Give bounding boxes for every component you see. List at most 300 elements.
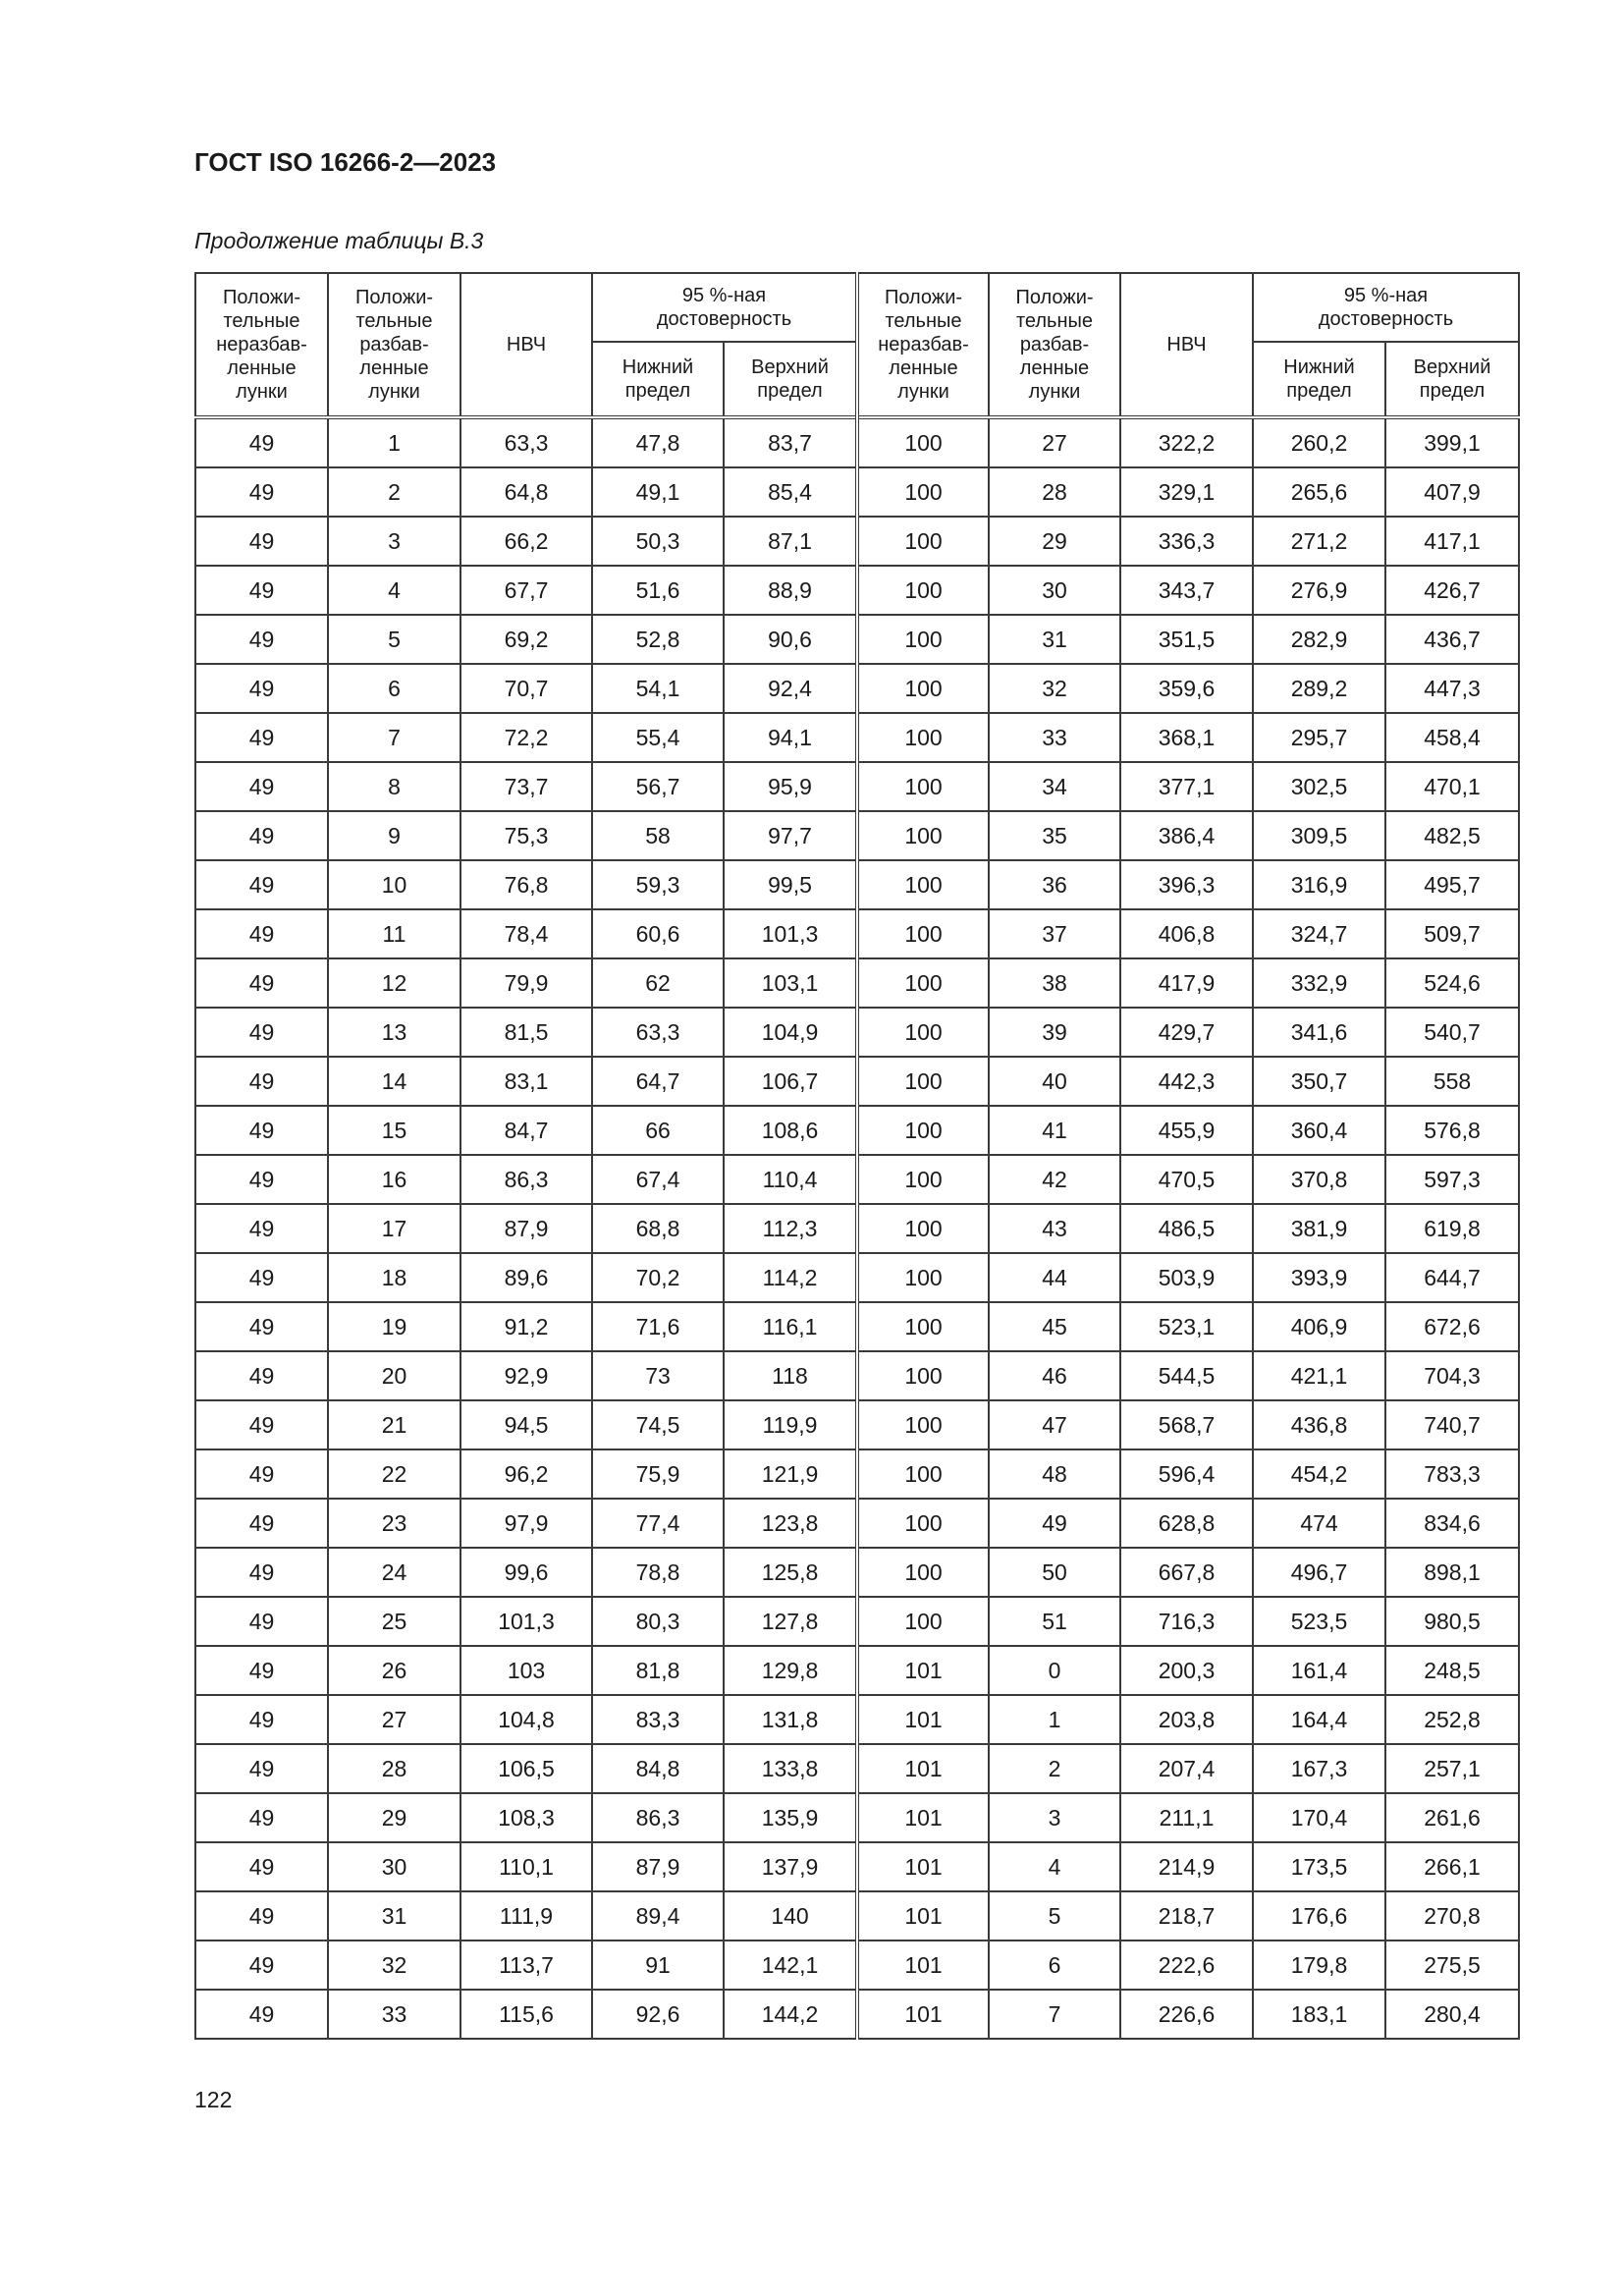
- table-cell: 40: [989, 1057, 1120, 1106]
- table-cell: 524,6: [1385, 958, 1519, 1008]
- table-cell: 49: [195, 860, 328, 909]
- header-mpn: НВЧ: [460, 273, 592, 417]
- table-cell: 116,1: [724, 1302, 857, 1351]
- table-cell: 558: [1385, 1057, 1519, 1106]
- table-cell: 97,9: [460, 1499, 592, 1548]
- table-cell: 43: [989, 1204, 1120, 1253]
- header-upper-limit: Верхний предел: [1385, 342, 1519, 417]
- table-cell: 74,5: [592, 1400, 724, 1449]
- table-cell: 81,8: [592, 1646, 724, 1695]
- table-cell: 49: [195, 811, 328, 860]
- table-cell: 100: [857, 1155, 989, 1204]
- table-row: [195, 762, 1519, 811]
- table-cell: 332,9: [1253, 958, 1385, 1008]
- table-cell: 350,7: [1253, 1057, 1385, 1106]
- table-cell: 100: [857, 1204, 989, 1253]
- table-cell: 97,7: [724, 811, 857, 860]
- table-cell: 295,7: [1253, 713, 1385, 762]
- table-cell: 509,7: [1385, 909, 1519, 958]
- table-cell: 49: [195, 1646, 328, 1695]
- table-cell: 108,6: [724, 1106, 857, 1155]
- table-cell: 31: [989, 615, 1120, 664]
- table-cell: 115,6: [460, 1990, 592, 2039]
- table-cell: 15: [328, 1106, 460, 1155]
- table-cell: 619,8: [1385, 1204, 1519, 1253]
- table-cell: 32: [328, 1941, 460, 1990]
- table-cell: 100: [857, 860, 989, 909]
- table-row: [195, 1106, 1519, 1155]
- table-cell: 49: [195, 1057, 328, 1106]
- table-cell: 11: [328, 909, 460, 958]
- table-cell: 101: [857, 1842, 989, 1891]
- table-cell: 60,6: [592, 909, 724, 958]
- table-cell: 302,5: [1253, 762, 1385, 811]
- table-cell: 203,8: [1120, 1695, 1253, 1744]
- table-cell: 100: [857, 958, 989, 1008]
- table-cell: 140: [724, 1891, 857, 1941]
- table-cell: 42: [989, 1155, 1120, 1204]
- table-cell: 50: [989, 1548, 1120, 1597]
- table-cell: 161,4: [1253, 1646, 1385, 1695]
- table-cell: 386,4: [1120, 811, 1253, 860]
- table-cell: 100: [857, 1057, 989, 1106]
- table-cell: 100: [857, 517, 989, 566]
- table-cell: 27: [989, 417, 1120, 467]
- table-cell: 90,6: [724, 615, 857, 664]
- table-cell: 100: [857, 467, 989, 517]
- table-cell: 49: [195, 1941, 328, 1990]
- table-row: [195, 566, 1519, 615]
- table-row: [195, 1008, 1519, 1057]
- table-cell: 49: [195, 1793, 328, 1842]
- table-cell: 89,6: [460, 1253, 592, 1302]
- table-row: [195, 1990, 1519, 2039]
- header-positive-undiluted: Положи- тельные неразбав- ленные лунки: [857, 273, 989, 417]
- table-cell: 47: [989, 1400, 1120, 1449]
- table-cell: 6: [328, 664, 460, 713]
- table-cell: 100: [857, 1253, 989, 1302]
- table-cell: 4: [328, 566, 460, 615]
- table-cell: 470,5: [1120, 1155, 1253, 1204]
- header-lower-limit: Нижний предел: [592, 342, 724, 417]
- table-row: [195, 1351, 1519, 1400]
- table-cell: 49: [989, 1499, 1120, 1548]
- table-cell: 2: [328, 467, 460, 517]
- table-cell: 78,4: [460, 909, 592, 958]
- table-cell: 29: [328, 1793, 460, 1842]
- table-body: [195, 417, 1519, 2039]
- table-cell: 100: [857, 1400, 989, 1449]
- table-cell: 1: [989, 1695, 1120, 1744]
- table-cell: 63,3: [592, 1008, 724, 1057]
- table-cell: 41: [989, 1106, 1120, 1155]
- table-cell: 21: [328, 1400, 460, 1449]
- table-cell: 393,9: [1253, 1253, 1385, 1302]
- table-cell: 7: [328, 713, 460, 762]
- table-cell: 101: [857, 1695, 989, 1744]
- table-cell: 980,5: [1385, 1597, 1519, 1646]
- table-row: [195, 811, 1519, 860]
- table-cell: 26: [328, 1646, 460, 1695]
- table-cell: 67,7: [460, 566, 592, 615]
- table-cell: 49: [195, 762, 328, 811]
- table-row: [195, 1302, 1519, 1351]
- table-cell: 51,6: [592, 566, 724, 615]
- table-cell: 568,7: [1120, 1400, 1253, 1449]
- table-cell: 101: [857, 1891, 989, 1941]
- table-cell: 101: [857, 1990, 989, 2039]
- table-cell: 474: [1253, 1499, 1385, 1548]
- table-cell: 91: [592, 1941, 724, 1990]
- table-cell: 100: [857, 1302, 989, 1351]
- table-cell: 704,3: [1385, 1351, 1519, 1400]
- table-cell: 458,4: [1385, 713, 1519, 762]
- table-cell: 596,4: [1120, 1449, 1253, 1499]
- table-cell: 44: [989, 1253, 1120, 1302]
- table-cell: 309,5: [1253, 811, 1385, 860]
- table-cell: 25: [328, 1597, 460, 1646]
- table-cell: 31: [328, 1891, 460, 1941]
- table-cell: 455,9: [1120, 1106, 1253, 1155]
- table-row: [195, 1646, 1519, 1695]
- table-cell: 75,3: [460, 811, 592, 860]
- table-cell: 3: [328, 517, 460, 566]
- table-cell: 322,2: [1120, 417, 1253, 467]
- table-cell: 131,8: [724, 1695, 857, 1744]
- mpn-table: [194, 272, 1520, 2040]
- table-row: [195, 1891, 1519, 1941]
- table-cell: 2: [989, 1744, 1120, 1793]
- table-cell: 86,3: [460, 1155, 592, 1204]
- header-mpn: НВЧ: [1120, 273, 1253, 417]
- table-cell: 49: [195, 958, 328, 1008]
- table-cell: 64,7: [592, 1057, 724, 1106]
- table-cell: 261,6: [1385, 1793, 1519, 1842]
- table-row: [195, 517, 1519, 566]
- table-cell: 114,2: [724, 1253, 857, 1302]
- table-cell: 211,1: [1120, 1793, 1253, 1842]
- header-positive-diluted: Положи- тельные разбав- ленные лунки: [989, 273, 1120, 417]
- table-cell: 442,3: [1120, 1057, 1253, 1106]
- table-cell: 49: [195, 1155, 328, 1204]
- table-cell: 50,3: [592, 517, 724, 566]
- table-cell: 121,9: [724, 1449, 857, 1499]
- table-cell: 576,8: [1385, 1106, 1519, 1155]
- table-cell: 104,8: [460, 1695, 592, 1744]
- table-cell: 100: [857, 615, 989, 664]
- table-cell: 101,3: [460, 1597, 592, 1646]
- table-cell: 87,9: [460, 1204, 592, 1253]
- table-cell: 91,2: [460, 1302, 592, 1351]
- table-cell: 103: [460, 1646, 592, 1695]
- table-cell: 33: [328, 1990, 460, 2039]
- table-cell: 17: [328, 1204, 460, 1253]
- table-cell: 540,7: [1385, 1008, 1519, 1057]
- table-cell: 100: [857, 1449, 989, 1499]
- table-cell: 399,1: [1385, 417, 1519, 467]
- table-cell: 5: [989, 1891, 1120, 1941]
- table-row: [195, 1695, 1519, 1744]
- table-cell: 100: [857, 1548, 989, 1597]
- table-cell: 100: [857, 1008, 989, 1057]
- table-cell: 129,8: [724, 1646, 857, 1695]
- table-cell: 35: [989, 811, 1120, 860]
- table-cell: 336,3: [1120, 517, 1253, 566]
- table-cell: 33: [989, 713, 1120, 762]
- table-cell: 176,6: [1253, 1891, 1385, 1941]
- table-cell: 421,1: [1253, 1351, 1385, 1400]
- table-cell: 49: [195, 1400, 328, 1449]
- table-row: [195, 1155, 1519, 1204]
- table-cell: 55,4: [592, 713, 724, 762]
- table-cell: 834,6: [1385, 1499, 1519, 1548]
- table-cell: 49: [195, 909, 328, 958]
- table-cell: 86,3: [592, 1793, 724, 1842]
- table-cell: 106,7: [724, 1057, 857, 1106]
- table-cell: 49: [195, 1302, 328, 1351]
- table-cell: 482,5: [1385, 811, 1519, 860]
- table-row: [195, 1400, 1519, 1449]
- table-cell: 406,8: [1120, 909, 1253, 958]
- header-lower-limit: Нижний предел: [1253, 342, 1385, 417]
- table-cell: 18: [328, 1253, 460, 1302]
- table-cell: 28: [328, 1744, 460, 1793]
- table-cell: 164,4: [1253, 1695, 1385, 1744]
- table-cell: 396,3: [1120, 860, 1253, 909]
- table-cell: 106,5: [460, 1744, 592, 1793]
- table-cell: 167,3: [1253, 1744, 1385, 1793]
- table-cell: 716,3: [1120, 1597, 1253, 1646]
- table-cell: 417,9: [1120, 958, 1253, 1008]
- table-cell: 282,9: [1253, 615, 1385, 664]
- table-cell: 38: [989, 958, 1120, 1008]
- table-cell: 179,8: [1253, 1941, 1385, 1990]
- table-cell: 377,1: [1120, 762, 1253, 811]
- table-cell: 92,4: [724, 664, 857, 713]
- table-row: [195, 1842, 1519, 1891]
- header-confidence: 95 %-ная достоверность: [1253, 273, 1519, 342]
- table-cell: 667,8: [1120, 1548, 1253, 1597]
- table-cell: 16: [328, 1155, 460, 1204]
- table-cell: 84,8: [592, 1744, 724, 1793]
- table-cell: 183,1: [1253, 1990, 1385, 2039]
- table-cell: 24: [328, 1548, 460, 1597]
- table-cell: 49: [195, 1449, 328, 1499]
- table-cell: 30: [989, 566, 1120, 615]
- table-cell: 12: [328, 958, 460, 1008]
- table-cell: 218,7: [1120, 1891, 1253, 1941]
- table-cell: 13: [328, 1008, 460, 1057]
- table-cell: 78,8: [592, 1548, 724, 1597]
- table-row: [195, 1548, 1519, 1597]
- table-cell: 113,7: [460, 1941, 592, 1990]
- table-cell: 37: [989, 909, 1120, 958]
- table-cell: 289,2: [1253, 664, 1385, 713]
- table-cell: 226,6: [1120, 1990, 1253, 2039]
- table-cell: 10: [328, 860, 460, 909]
- table-cell: 370,8: [1253, 1155, 1385, 1204]
- table-cell: 79,9: [460, 958, 592, 1008]
- table-cell: 100: [857, 417, 989, 467]
- table-cell: 329,1: [1120, 467, 1253, 517]
- table-cell: 70,7: [460, 664, 592, 713]
- table-cell: 85,4: [724, 467, 857, 517]
- table-cell: 100: [857, 664, 989, 713]
- table-cell: 214,9: [1120, 1842, 1253, 1891]
- table-cell: 76,8: [460, 860, 592, 909]
- table-cell: 341,6: [1253, 1008, 1385, 1057]
- table-cell: 100: [857, 1106, 989, 1155]
- table-cell: 1: [328, 417, 460, 467]
- table-cell: 100: [857, 762, 989, 811]
- table-cell: 503,9: [1120, 1253, 1253, 1302]
- page-number: 122: [194, 2087, 233, 2112]
- table-cell: 248,5: [1385, 1646, 1519, 1695]
- table-cell: 96,2: [460, 1449, 592, 1499]
- table-cell: 101: [857, 1941, 989, 1990]
- table-row: [195, 615, 1519, 664]
- table-cell: 276,9: [1253, 566, 1385, 615]
- table-cell: 368,1: [1120, 713, 1253, 762]
- table-cell: 66: [592, 1106, 724, 1155]
- table-cell: 51: [989, 1597, 1120, 1646]
- table-cell: 103,1: [724, 958, 857, 1008]
- table-row: [195, 1597, 1519, 1646]
- table-cell: 49: [195, 1990, 328, 2039]
- table-cell: 49: [195, 1891, 328, 1941]
- table-row: [195, 1744, 1519, 1793]
- table-cell: 266,1: [1385, 1842, 1519, 1891]
- table-cell: 47,8: [592, 417, 724, 467]
- table-cell: 49: [195, 1744, 328, 1793]
- table-cell: 470,1: [1385, 762, 1519, 811]
- table-cell: 67,4: [592, 1155, 724, 1204]
- table-cell: 0: [989, 1646, 1120, 1695]
- table-cell: 99,5: [724, 860, 857, 909]
- table-cell: 101: [857, 1744, 989, 1793]
- table-cell: 49: [195, 615, 328, 664]
- table-cell: 100: [857, 1351, 989, 1400]
- table-cell: 275,5: [1385, 1941, 1519, 1990]
- table-cell: 83,1: [460, 1057, 592, 1106]
- table-cell: 19: [328, 1302, 460, 1351]
- table-cell: 71,6: [592, 1302, 724, 1351]
- table-cell: 257,1: [1385, 1744, 1519, 1793]
- table-cell: 20: [328, 1351, 460, 1400]
- table-cell: 486,5: [1120, 1204, 1253, 1253]
- table-cell: 100: [857, 811, 989, 860]
- table-cell: 316,9: [1253, 860, 1385, 909]
- table-cell: 118: [724, 1351, 857, 1400]
- table-cell: 740,7: [1385, 1400, 1519, 1449]
- table-cell: 9: [328, 811, 460, 860]
- table-cell: 22: [328, 1449, 460, 1499]
- table-cell: 170,4: [1253, 1793, 1385, 1842]
- table-cell: 49: [195, 566, 328, 615]
- table-cell: 544,5: [1120, 1351, 1253, 1400]
- table-cell: 89,4: [592, 1891, 724, 1941]
- table-cell: 200,3: [1120, 1646, 1253, 1695]
- table-cell: 324,7: [1253, 909, 1385, 958]
- table-cell: 429,7: [1120, 1008, 1253, 1057]
- table-cell: 406,9: [1253, 1302, 1385, 1351]
- table-cell: 58: [592, 811, 724, 860]
- table-cell: 94,1: [724, 713, 857, 762]
- table-cell: 100: [857, 1597, 989, 1646]
- table-row: [195, 958, 1519, 1008]
- table-cell: 62: [592, 958, 724, 1008]
- table-cell: 69,2: [460, 615, 592, 664]
- table-cell: 49: [195, 1499, 328, 1548]
- table-cell: 898,1: [1385, 1548, 1519, 1597]
- table-cell: 360,4: [1253, 1106, 1385, 1155]
- table-cell: 46: [989, 1351, 1120, 1400]
- table-cell: 49: [195, 1204, 328, 1253]
- table-cell: 110,4: [724, 1155, 857, 1204]
- table-cell: 407,9: [1385, 467, 1519, 517]
- table-cell: 92,6: [592, 1990, 724, 2039]
- header-positive-diluted: Положи- тельные разбав- ленные лунки: [328, 273, 460, 417]
- table-cell: 68,8: [592, 1204, 724, 1253]
- table-cell: 49: [195, 1695, 328, 1744]
- table-cell: 7: [989, 1990, 1120, 2039]
- table-cell: 628,8: [1120, 1499, 1253, 1548]
- table-cell: 436,8: [1253, 1400, 1385, 1449]
- table-cell: 49: [195, 467, 328, 517]
- table-cell: 101: [857, 1793, 989, 1842]
- table-cell: 6: [989, 1941, 1120, 1990]
- table-cell: 32: [989, 664, 1120, 713]
- table-cell: 123,8: [724, 1499, 857, 1548]
- table-cell: 133,8: [724, 1744, 857, 1793]
- table-cell: 63,3: [460, 417, 592, 467]
- table-row: [195, 1941, 1519, 1990]
- table-cell: 30: [328, 1842, 460, 1891]
- table-cell: 81,5: [460, 1008, 592, 1057]
- table-cell: 417,1: [1385, 517, 1519, 566]
- table-cell: 343,7: [1120, 566, 1253, 615]
- table-cell: 644,7: [1385, 1253, 1519, 1302]
- table-cell: 77,4: [592, 1499, 724, 1548]
- table-row: [195, 1449, 1519, 1499]
- table-cell: 59,3: [592, 860, 724, 909]
- table-cell: 70,2: [592, 1253, 724, 1302]
- table-cell: 108,3: [460, 1793, 592, 1842]
- table-cell: 75,9: [592, 1449, 724, 1499]
- table-cell: 119,9: [724, 1400, 857, 1449]
- table-cell: 49,1: [592, 467, 724, 517]
- header-upper-limit: Верхний предел: [724, 342, 857, 417]
- table-cell: 49: [195, 1597, 328, 1646]
- table-cell: 127,8: [724, 1597, 857, 1646]
- table-cell: 111,9: [460, 1891, 592, 1941]
- table-cell: 496,7: [1253, 1548, 1385, 1597]
- table-cell: 66,2: [460, 517, 592, 566]
- table-cell: 49: [195, 1008, 328, 1057]
- table-cell: 260,2: [1253, 417, 1385, 467]
- table-cell: 135,9: [724, 1793, 857, 1842]
- table-cell: 49: [195, 1351, 328, 1400]
- table-cell: 270,8: [1385, 1891, 1519, 1941]
- table-cell: 45: [989, 1302, 1120, 1351]
- table-cell: 73: [592, 1351, 724, 1400]
- table-cell: 5: [328, 615, 460, 664]
- table-cell: 84,7: [460, 1106, 592, 1155]
- table-cell: 92,9: [460, 1351, 592, 1400]
- table-row: [195, 664, 1519, 713]
- table-cell: 207,4: [1120, 1744, 1253, 1793]
- table-cell: 454,2: [1253, 1449, 1385, 1499]
